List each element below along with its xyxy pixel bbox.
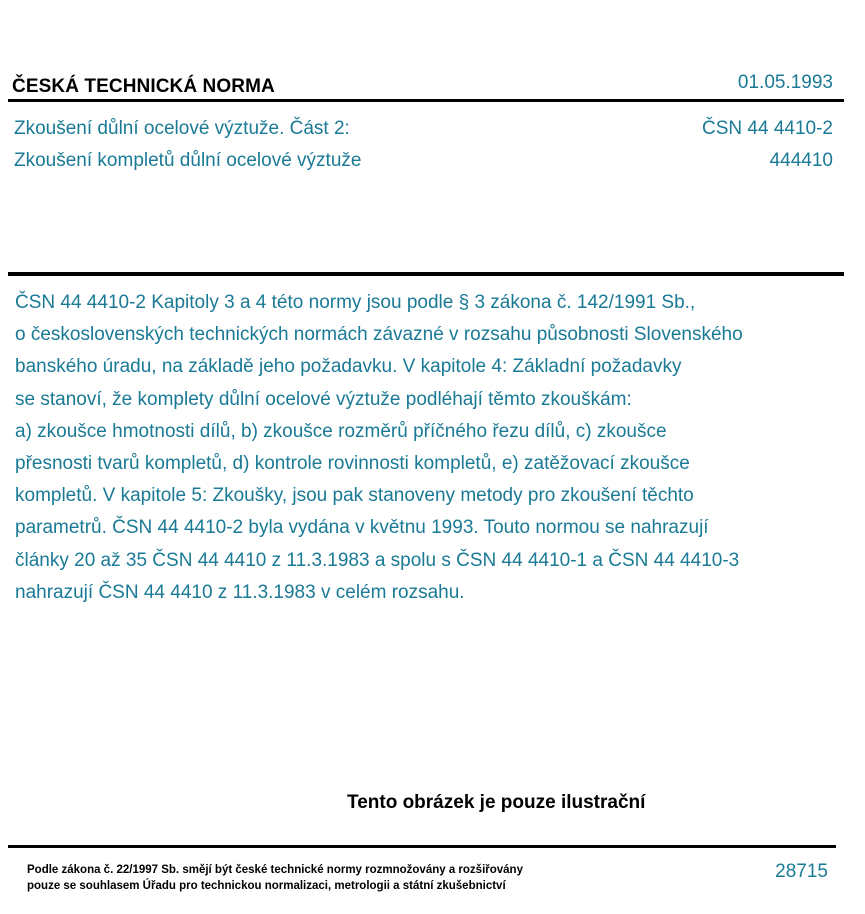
copyright-line-1: Podle zákona č. 22/1997 Sb. smějí být české technické normy rozmnožovány a rozšiřovány xyxy=(27,864,523,876)
annotation-line: a) zkoušce hmotnosti dílů, b) zkoušce rozměrů příčného řezu dílů, c) zkoušce xyxy=(15,420,667,442)
annotation-line: parametrů. ČSN 44 4410-2 byla vydána v květnu 1993. Touto normou se nahrazují xyxy=(15,517,709,539)
standard-code: ČSN 44 4410-2 xyxy=(702,118,833,139)
document-number: 28715 xyxy=(775,861,828,882)
annotation-line: články 20 až 35 ČSN 44 4410 z 11.3.1983 a spolu s ČSN 44 4410-1 a ČSN 44 4410-3 xyxy=(15,549,740,571)
copyright-notice xyxy=(27,862,523,894)
illustrative-notice: Tento obrázek je pouze ilustrační xyxy=(347,792,646,813)
section-divider xyxy=(8,272,844,276)
annotation-line: přesnosti tvarů kompletů, d) kontrole rovinnosti kompletů, e) zatěžovací zkoušce xyxy=(15,453,690,475)
copyright-line-2: pouze se souhlasem Úřadu pro technickou normalizaci, metrologii a státní zkušebnictví xyxy=(27,880,506,892)
annotation-line: banského úradu, na základě jeho požadavku. V kapitole 4: Základní požadavky xyxy=(15,356,682,378)
annotation-line: kompletů. V kapitole 5: Zkoušky, jsou pak stanoveny metody pro zkoušení těchto xyxy=(15,485,694,507)
annotation-line: nahrazují ČSN 44 4410 z 11.3.1983 v celém rozsahu. xyxy=(15,581,465,603)
annotation-line: ČSN 44 4410-2 Kapitoly 3 a 4 této normy jsou podle § 3 zákona č. 142/1991 Sb., xyxy=(15,292,696,313)
standard-annotation xyxy=(15,287,845,609)
classification-number: 444410 xyxy=(769,150,833,171)
standard-title-line-2: Zkoušení kompletů důlní ocelové výztuže xyxy=(14,150,362,171)
footer-divider xyxy=(8,845,836,848)
document-header-title: ČESKÁ TECHNICKÁ NORMA xyxy=(12,76,275,97)
header-divider xyxy=(8,99,844,102)
annotation-line: se stanoví, že komplety důlní ocelové výztuže podléhají těmto zkouškám: xyxy=(15,388,632,410)
annotation-line: o československých technických normách závazné v rozsahu působnosti Slovenského xyxy=(15,324,743,346)
publication-date: 01.05.1993 xyxy=(737,72,833,93)
standard-title-line-1: Zkoušení důlní ocelové výztuže. Část 2: xyxy=(14,118,350,139)
